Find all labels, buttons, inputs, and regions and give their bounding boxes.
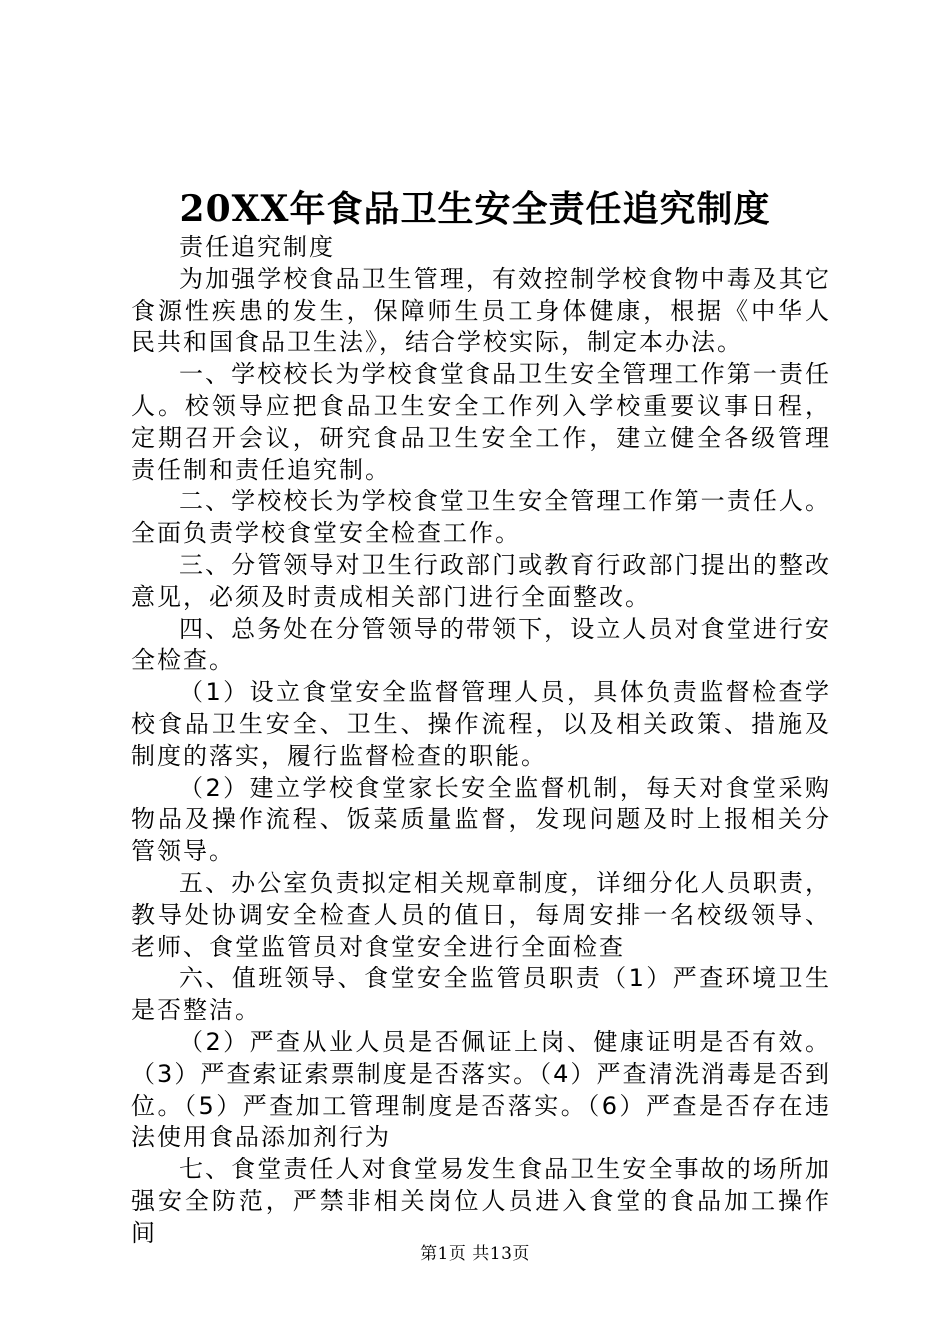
paragraph-item-3: 三、分管领导对卫生行政部门或教育行政部门提出的整改意见，必须及时责成相关部门进行全面整改。 [131,550,831,611]
paragraph-item-6-details: （2）严查从业人员是否佩证上岗、健康证明是否有效。（3）严查索证索票制度是否落实。（4）严查清洗消毒是否到位。（5）严查加工管理制度是否落实。（6）严查是否存在违法使用食品添加剂行为 [131,1027,831,1152]
paragraph-item-6: 六、值班领导、食堂安全监管员职责（1）严查环境卫生是否整洁。 [131,964,831,1025]
paragraph-item-1: 一、学校校长为学校食堂食品卫生安全管理工作第一责任人。校领导应把食品卫生安全工作列入学校重要议事日程，定期召开会议，研究食品卫生安全工作，建立健全各级管理责任制和责任追究制。 [131,360,831,484]
paragraph-intro: 为加强学校食品卫生管理，有效控制学校食物中毒及其它食源性疾患的发生，保障师生员工身体健康，根据《中华人民共和国食品卫生法》，结合学校实际，制定本办法。 [131,264,831,357]
page-number-footer: 第1页 共13页 [420,1244,530,1264]
paragraph-subitem-2: （2）建立学校食堂家长安全监督机制，每天对食堂采购物品及操作流程、饭菜质量监督，发现问题及时上报相关分管领导。 [131,773,831,866]
paragraph-item-4: 四、总务处在分管领导的带领下，设立人员对食堂进行安全检查。 [131,614,831,675]
document-title: 20XX年食品卫生安全责任追究制度 [179,188,771,230]
paragraph-item-7: 七、食堂责任人对食堂易发生食品卫生安全事故的场所加强安全防范，严禁非相关岗位人员进入食堂的食品加工操作间 [131,1155,831,1247]
paragraph-item-5: 五、办公室负责拟定相关规章制度，详细分化人员职责，教导处协调安全检查人员的值日，每周安排一名校级领导、老师、食堂监管员对食堂安全进行全面检查 [131,868,831,961]
paragraph-subitem-1: （1）设立食堂安全监督管理人员，具体负责监督检查学校食品卫生安全、卫生、操作流程，以及相关政策、措施及制度的落实，履行监督检查的职能。 [131,678,831,770]
paragraph-heading: 责任追究制度 [179,233,335,261]
paragraph-item-2: 二、学校校长为学校食堂卫生安全管理工作第一责任人。全面负责学校食堂安全检查工作。 [131,487,831,548]
document-body [131,232,831,1250]
